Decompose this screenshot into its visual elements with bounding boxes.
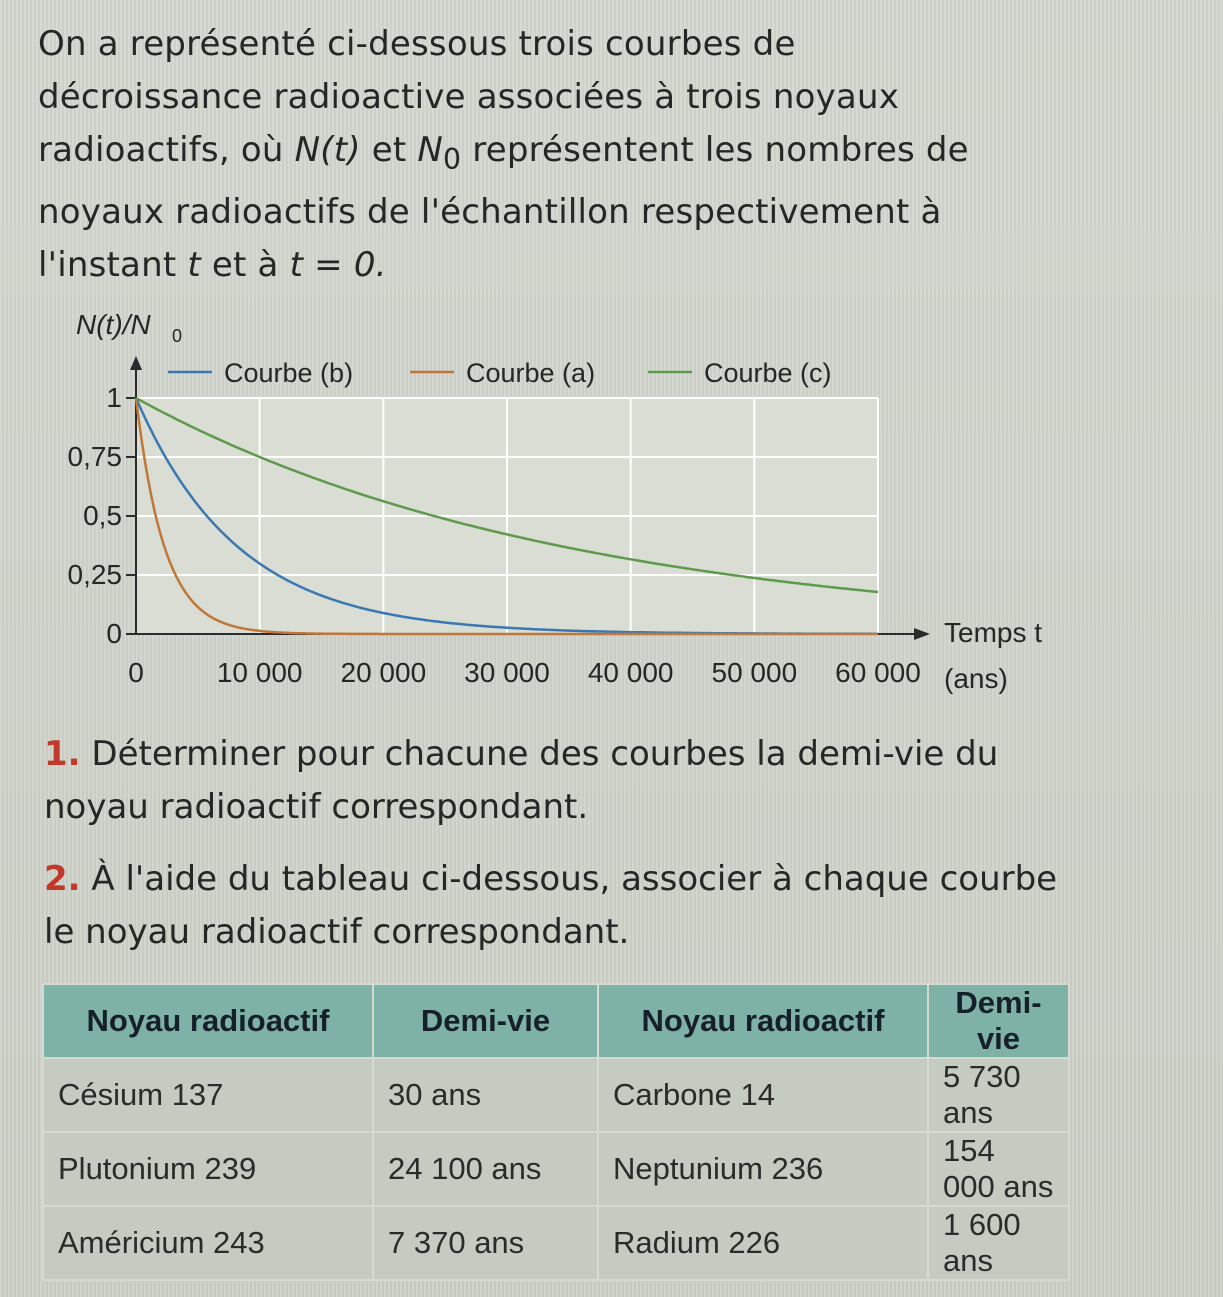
table-cell: 1 600 ans (928, 1206, 1069, 1280)
x-tick-label: 20 000 (340, 657, 427, 688)
header-cell: Demi-vie (928, 984, 1069, 1058)
question-2 (44, 853, 1064, 959)
y-axis-label: N(t)/N (76, 309, 151, 340)
table-cell: Plutonium 239 (43, 1132, 373, 1206)
table-row (43, 1058, 1069, 1132)
table-cell: Carbone 14 (598, 1058, 928, 1132)
header-cell: Demi-vie (373, 984, 598, 1058)
half-life-table-wrapper (42, 983, 1070, 1281)
x-tick-label: 40 000 (587, 657, 674, 688)
x-axis-unit-label: (ans) (944, 663, 1008, 694)
question-number: 2. (44, 859, 81, 899)
x-axis-arrow-icon (914, 628, 930, 640)
intro-line (38, 124, 1098, 186)
intro-text: et (360, 130, 418, 170)
intro-line (38, 239, 1098, 292)
table-row (43, 1206, 1069, 1280)
x-tick-label: 30 000 (464, 657, 550, 688)
legend-label: Courbe (b) (224, 358, 354, 388)
intro-text: radioactifs, où (38, 130, 295, 170)
intro-paragraph (38, 18, 1098, 292)
intro-text: et à (200, 244, 290, 285)
y-axis-label-subscript: 0 (172, 326, 183, 346)
y-tick-label: 0,25 (67, 559, 122, 590)
math-n0: N (417, 130, 444, 170)
header-cell: Noyau radioactif (598, 984, 928, 1058)
question-1 (44, 728, 1064, 834)
decay-chart (40, 300, 1120, 720)
question-text: Déterminer pour chacune des courbes la demi-vie du noyau radioactif correspondant. (44, 734, 999, 827)
table-cell: Radium 226 (598, 1206, 928, 1280)
table-cell: 7 370 ans (373, 1206, 598, 1280)
y-tick-label: 1 (106, 382, 122, 413)
x-tick-label: 0 (128, 657, 144, 688)
table-cell: Césium 137 (43, 1058, 373, 1132)
math-n-t: N(t) (294, 130, 361, 170)
x-axis-label: Temps t (944, 617, 1043, 648)
legend-label: Courbe (c) (704, 358, 832, 388)
y-tick-label: 0 (106, 618, 122, 649)
legend-label: Courbe (a) (466, 358, 596, 388)
intro-line: On a représenté ci-dessous trois courbes de (38, 24, 796, 64)
question-text: À l'aide du tableau ci-dessous, associer à chaque courbe le noyau radioactif correspondant. (44, 859, 1058, 952)
half-life-table (42, 983, 1070, 1281)
y-tick-label: 0,75 (67, 441, 122, 472)
x-tick-label: 10 000 (216, 657, 303, 688)
intro-line: noyaux radioactifs de l'échantillon respectivement à (38, 191, 942, 232)
table-cell: Neptunium 236 (598, 1132, 928, 1206)
y-tick-label: 0,5 (83, 500, 122, 531)
x-tick-label: 50 000 (711, 657, 798, 688)
header-cell: Noyau radioactif (43, 984, 373, 1058)
math-t: t (187, 244, 201, 285)
x-tick-label: 60 000 (835, 657, 921, 688)
table-header-row (43, 984, 1069, 1058)
table-cell: 154 000 ans (928, 1132, 1069, 1206)
question-number: 1. (44, 734, 81, 774)
intro-line: décroissance radioactive associées à trois noyaux (38, 77, 900, 117)
table-row (43, 1132, 1069, 1206)
table-cell: Américium 243 (43, 1206, 373, 1280)
table-cell: 24 100 ans (373, 1132, 598, 1206)
y-axis-arrow-icon (130, 356, 142, 370)
table-cell: 30 ans (373, 1058, 598, 1132)
table-cell: 5 730 ans (928, 1058, 1069, 1132)
math-t-zero: t = 0. (289, 244, 387, 285)
math-subscript: 0 (443, 142, 462, 176)
intro-text: représentent les nombres de (461, 130, 969, 170)
chart-svg (40, 300, 1120, 720)
intro-text: l'instant (38, 244, 188, 285)
